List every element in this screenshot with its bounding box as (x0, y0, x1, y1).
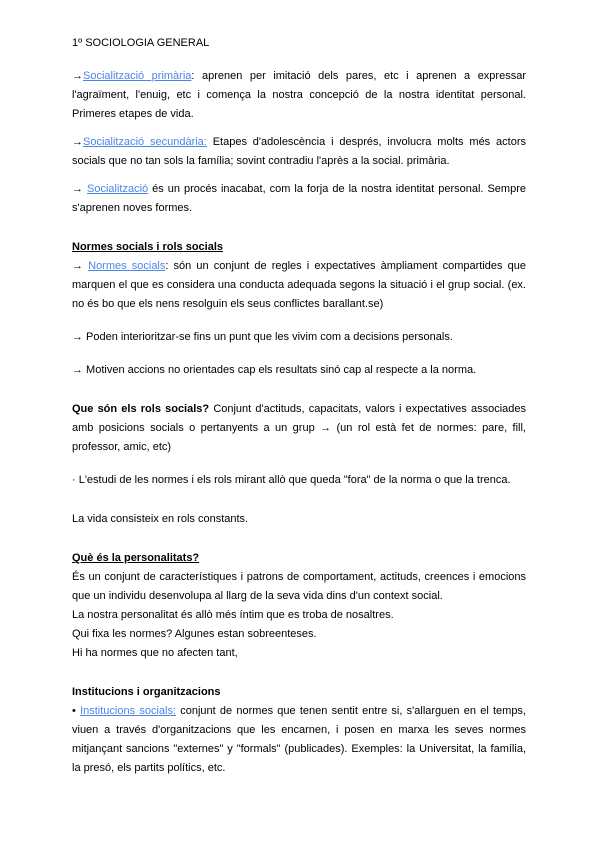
arrow: → (72, 70, 83, 82)
link-primary-socialization[interactable]: Socialització primària (83, 70, 192, 82)
paragraph-text: Conjunt d'actituds, capacitats, valors i expectatives associades amb posicions socials o pertanyents a un grup → (un rol està fet de normes: pare, fill, professor, amic, etc) (72, 403, 526, 453)
document-body (72, 67, 526, 778)
paragraph-personality-def: És un conjunt de característiques i patrons de comportament, actituds, creences i emocions que un individu desenvolupa al llarg de la seva vida dins d'un context social. (72, 571, 526, 602)
link-social-norms[interactable]: Normes socials (88, 260, 166, 272)
paragraph-internalize: → Poden interioritzar-se fins un punt que les vivim com a decisions personals. (72, 331, 453, 343)
arrow: → (72, 136, 83, 148)
link-socialization[interactable]: Socialització (87, 183, 149, 195)
paragraph-personality-intimate: La nostra personalitat és allò més íntim que es troba de nosaltres. (72, 609, 394, 621)
arrow: → (72, 260, 89, 272)
paragraph-text: : aprenen per imitació dels pares, etc i aprenen a expressar l'agraïment, l'enuig, etc i comença la nostra concepció de la nostra identitat personal. Primeres etapes de vida. (72, 70, 526, 120)
paragraph-text: : són un conjunt de regles i expectatives àmpliament compartides que marquen el que es considera una conducta adequada segons la situació i el grup social. (ex. no és bo que els nens resolguin els seus conflictes barallant.se) (72, 260, 526, 310)
paragraph-primary-socialization (72, 67, 526, 124)
heading-social-norms: Normes socials i rols socials (72, 241, 224, 253)
paragraph-norms-effect: Hi ha normes que no afecten tant, (72, 647, 238, 659)
paragraph-socialization (72, 180, 526, 218)
paragraph-study-norms: · L'estudi de les normes i els rols mirant allò que queda "fora" de la norma o que la trenca. (72, 474, 511, 486)
paragraph-life-roles: La vida consisteix en rols constants. (72, 513, 249, 525)
paragraph-social-institutions (72, 702, 526, 778)
paragraph-text: conjunt de normes que tenen sentit entre si, s'allarguen en el temps, viuen a través d'organitzacions que les encarnen, i posen en marxa les seves normes mitjançant sancions "externes" y "formals" (publicades). Exemples: la Universitat, la família, la presó, els partits polítics, etc. (72, 705, 526, 774)
paragraph-social-roles (72, 400, 526, 457)
paragraph-social-norms (72, 257, 526, 314)
document-header: 1º SOCIOLOGIA GENERAL (72, 37, 210, 49)
heading-personality: Què és la personalitats? (72, 552, 200, 564)
link-secondary-socialization[interactable]: Socialització secundària: (83, 136, 207, 148)
paragraph-who-sets-norms: Qui fixa les normes? Algunes estan sobreenteses. (72, 628, 317, 640)
heading-institutions: Institucions i organitzacions (72, 686, 221, 698)
link-social-institutions[interactable]: Institucions socials: (80, 705, 177, 717)
paragraph-text: Etapes d'adolescència i després, involucra molts més actors socials que no tan sols la família; sovint contradiu l'après a la social. primària. (72, 136, 526, 167)
paragraph-motivate: → Motiven accions no orientades cap els resultats sinó cap al respecte a la norma. (72, 364, 477, 376)
paragraph-secondary-socialization (72, 133, 526, 171)
paragraph-text: és un procés inacabat, com la forja de la nostra identitat personal. Sempre s'aprenen noves formes. (72, 183, 526, 214)
arrow: → (72, 183, 87, 195)
bullet: • (72, 705, 81, 717)
question-social-roles: Que són els rols socials? (72, 403, 210, 415)
